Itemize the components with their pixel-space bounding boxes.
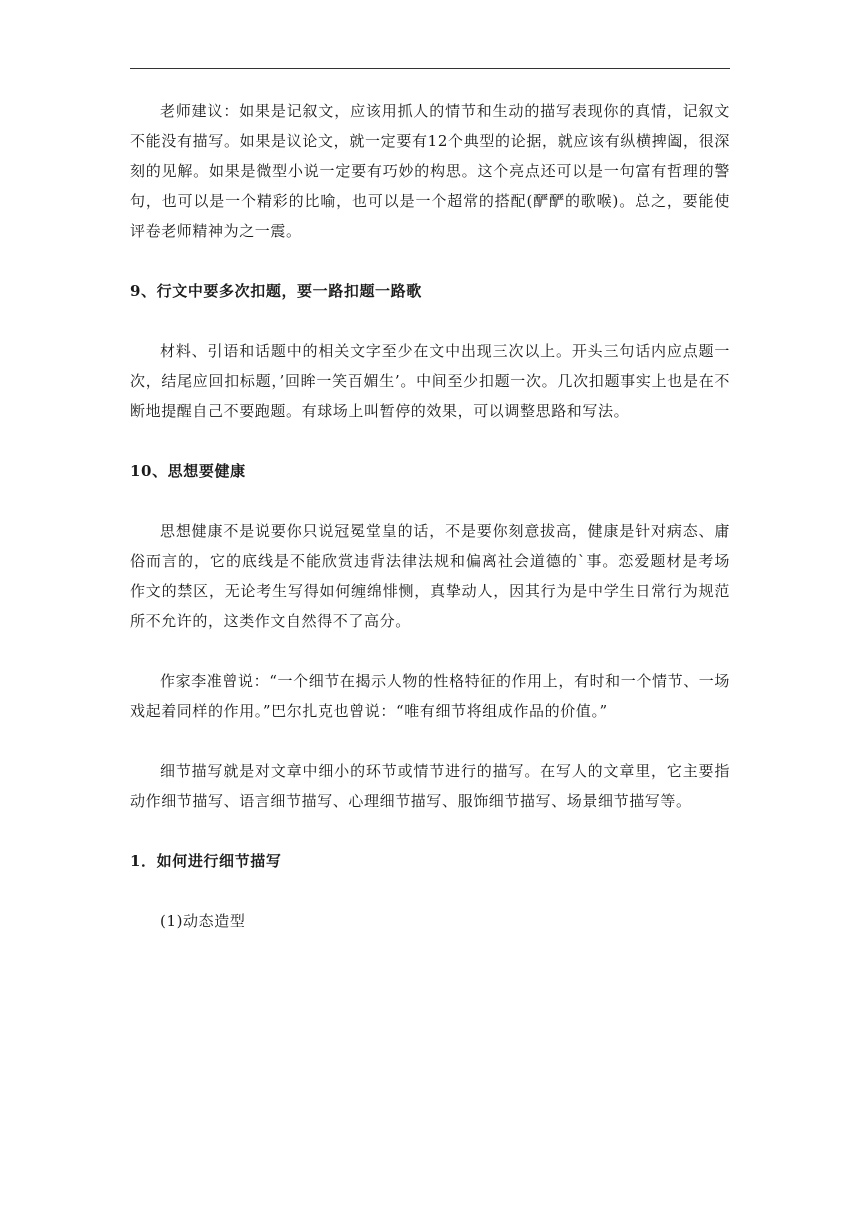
header-rule <box>130 68 730 69</box>
subheading-dynamic-modeling: (1)动态造型 <box>160 912 246 930</box>
paragraph-detail-description: 细节描写就是对文章中细小的环节或情节进行的描写。在写人的文章里，它主要指动作细节描写、语言细节描写、心理细节描写、服饰细节描写、场景细节描写等。 <box>130 762 730 810</box>
heading-section-10: 10、思想要健康 <box>130 462 246 480</box>
paragraph-quote-li-zhun: 作家李准曾说：“一个细节在揭示人物的性格特征的作用上，有时和一个情节、一场戏起着同样的作用。”巴尔扎克也曾说：“唯有细节将组成作品的价值。” <box>130 672 730 720</box>
paragraph-echo-topic: 材料、引语和话题中的相关文字至少在文中出现三次以上。开头三句话内应点题一次，结尾应回扣标题，’回眸一笑百媚生’。中间至少扣题一次。几次扣题事实上也是在不断地提醒自己不要跑题。有球场上叫暂停的效果，可以调整思路和写法。 <box>130 342 730 420</box>
heading-how-to-detail: 1．如何进行细节描写 <box>130 852 282 870</box>
heading-section-9: 9、行文中要多次扣题，要一路扣题一路歌 <box>130 282 422 300</box>
document-body <box>130 96 730 936</box>
paragraph-healthy-thought: 思想健康不是说要你只说冠冕堂皇的话，不是要你刻意拔高，健康是针对病态、庸俗而言的，它的底线是不能欣赏违背法律法规和偏离社会道德的`事。恋爱题材是考场作文的禁区，无论考生写得如何缠绵悱恻，真挚动人，因其行为是中学生日常行为规范所不允许的，这类作文自然得不了高分。 <box>130 522 730 630</box>
paragraph-teacher-advice: 老师建议：如果是记叙文，应该用抓人的情节和生动的描写表现你的真情，记叙文不能没有描写。如果是议论文，就一定要有12个典型的论据，就应该有纵横捭阖，很深刻的见解。如果是微型小说一定要有巧妙的构思。这个亮点还可以是一句富有哲理的警句，也可以是一个精彩的比喻，也可以是一个超常的搭配(酽酽的歌喉)。总之，要能使评卷老师精神为之一震。 <box>130 102 730 240</box>
